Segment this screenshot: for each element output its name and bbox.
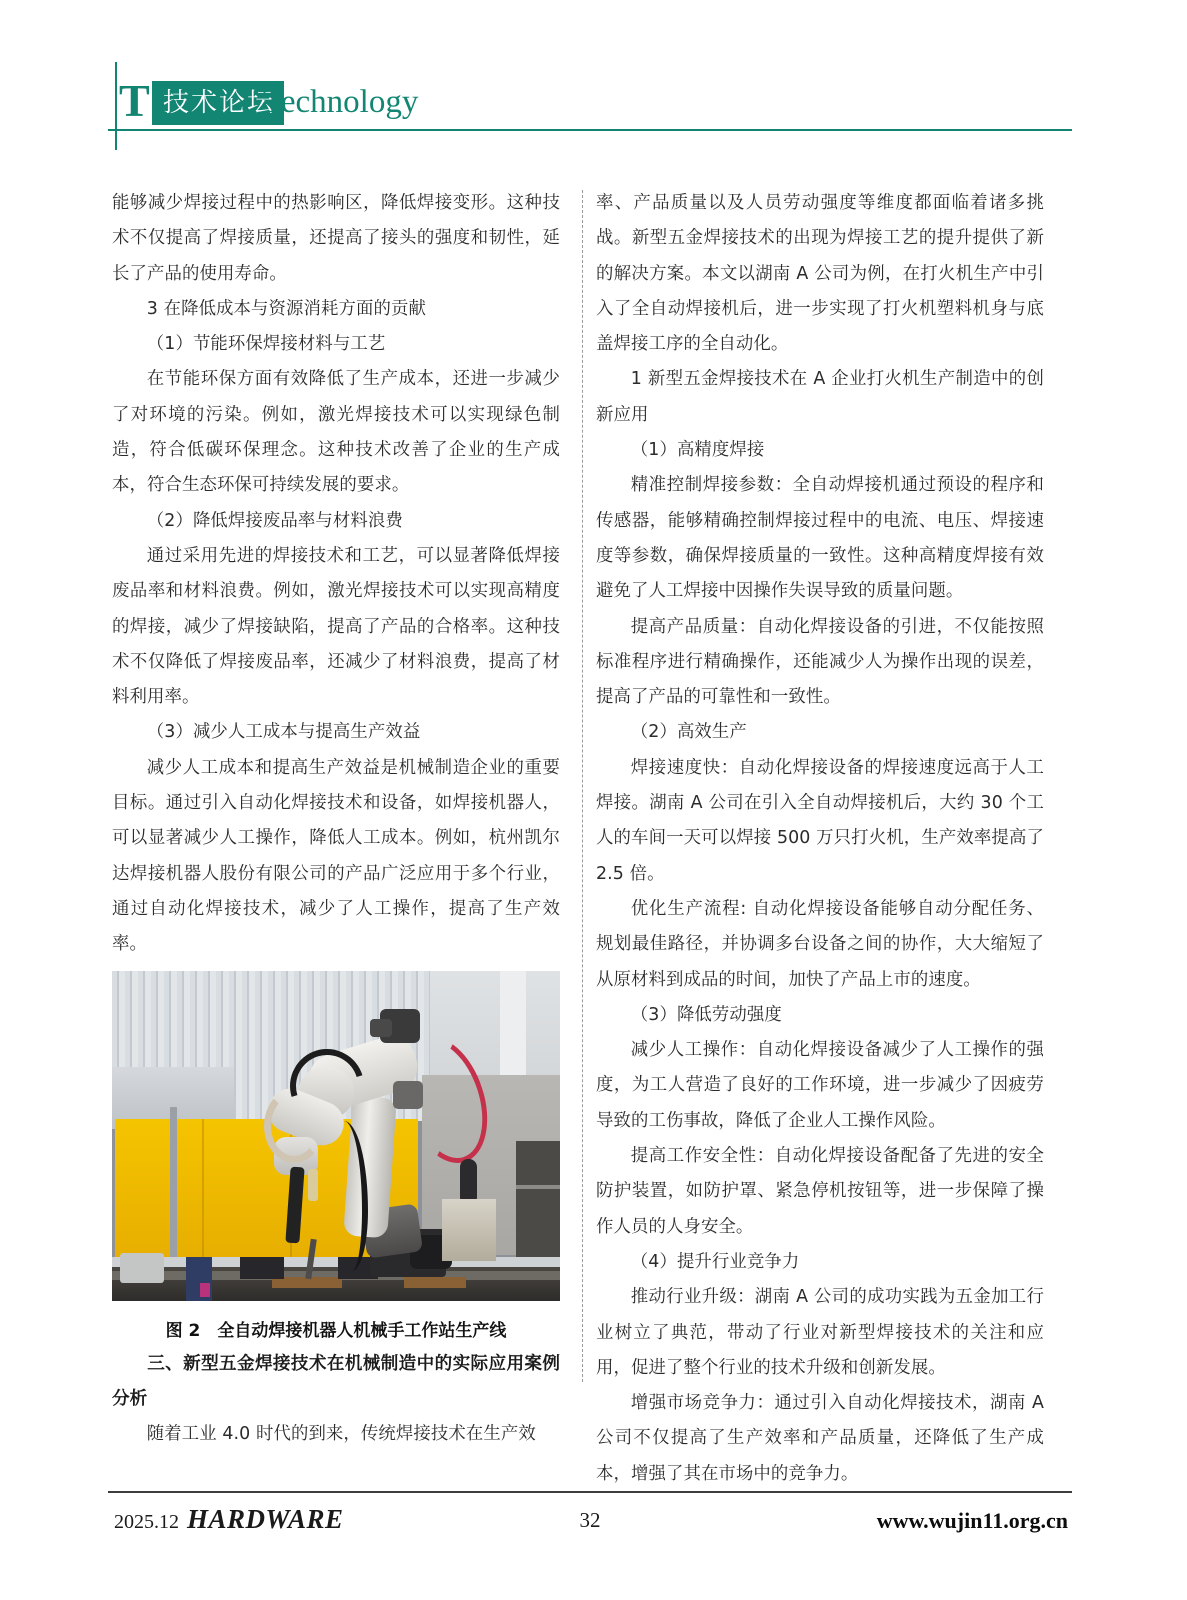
robot-head-secondary: [370, 1019, 392, 1037]
photo-bay-shelf: [516, 1185, 560, 1189]
paragraph: 增强市场竞争力：通过引入自动化焊接技术，湖南 A 公司不仅提高了生产效率和产品质量，还降低了生产成本，增强了其在市场中的竞争力。: [596, 1393, 1044, 1484]
paragraph: （2）高效生产: [630, 722, 747, 743]
paragraph: 优化生产流程: 自动化焊接设备能够自动分配任务、规划最佳路径，并协调多台设备之间的协作，大大缩短了从原材料到成品的时间，加快了产品上市的速度。: [596, 898, 1044, 990]
photo-bench-block: [240, 1257, 284, 1279]
paragraph: （2）降低焊接废品率与材料浪费: [146, 510, 403, 531]
photo-post: [170, 1107, 177, 1267]
footer-brand: HARDWARE: [187, 1504, 344, 1534]
paragraph: （4）提升行业竞争力: [630, 1251, 800, 1272]
photo-magenta-label: [200, 1283, 210, 1297]
robot-torch-collar: [308, 1169, 318, 1201]
paragraph: 减少人工成本和提高生产效益是机械制造企业的重要目标。通过引入自动化焊接技术和设备，如焊接机器人，可以显著减少人工操作，降低人工成本。例如，杭州凯尔达焊接机器人股份有限公司的产品广泛应用于多个行业，通过自动化焊接技术，减少了人工操作，提高了生产效率。: [112, 757, 560, 955]
article-columns: [0, 186, 1187, 1484]
paragraph: （3）减少人工成本与提高生产效益: [146, 722, 421, 743]
robot-wire-hose: [264, 1089, 324, 1163]
masthead-horizontal-rule: [108, 129, 1072, 131]
paragraph: （3）降低劳动强度: [630, 1004, 782, 1025]
page-footer: [108, 1500, 1072, 1550]
photo-panel-seam: [202, 1119, 204, 1261]
masthead-vertical-rule: [115, 62, 117, 150]
paragraph: 能够减少焊接过程中的热影响区，降低焊接变形。这种技术不仅提高了焊接质量，还提高了接头的强度和韧性，延长了产品的使用寿命。: [112, 193, 560, 284]
paragraph: 减少人工操作：自动化焊接设备减少了人工操作的强度，为工人营造了良好的工作环境，进一步减少了因疲劳导致的工伤事故，降低了企业人工操作风险。: [596, 1040, 1044, 1131]
masthead-letter-t: T: [119, 75, 150, 126]
footer-rule: [108, 1491, 1072, 1493]
paragraph: （1）节能环保焊接材料与工艺: [146, 334, 386, 355]
figure-caption: 图 2 全自动焊接机器人机械手工作站生产线: [165, 1320, 507, 1341]
left-column: [112, 186, 560, 1452]
masthead-english-label: Technology: [263, 84, 419, 120]
photo-metal-plate: [442, 1199, 496, 1261]
paragraph: 通过采用先进的焊接技术和工艺，可以显著降低焊接废品率和材料浪费。例如，激光焊接技术可以实现高精度的焊接，减少了焊接缺陷，提高了产品的合格率。这种技术不仅降低了焊接废品率，还减少了材料浪费，提高了材料利用率。: [112, 545, 560, 708]
paragraph: 随着工业 4.0 时代的到来，传统焊接技术在生产效: [146, 1424, 536, 1445]
figure-2: [112, 971, 560, 1347]
right-column: [596, 186, 1044, 1492]
photo-bench-fixture: [404, 1277, 466, 1288]
paragraph: 1 新型五金焊接技术在 A 企业打火机生产制造中的创新应用: [596, 369, 1044, 425]
paragraph: 提高产品质量：自动化焊接设备的引进，不仅能按照标准程序进行精确操作，还能减少人为操作出现的误差，提高了产品的可靠性和一致性。: [596, 616, 1044, 708]
column-divider: [582, 190, 583, 1382]
footer-website[interactable]: www.wujin11.org.cn: [876, 1508, 1068, 1533]
paragraph: 提高工作安全性：自动化焊接设备配备了先进的安全防护装置，如防护罩、紧急停机按钮等，进一步保障了操作人员的人身安全。: [596, 1146, 1044, 1237]
footer-page-number: 32: [579, 1508, 601, 1532]
paragraph: 3 在降低成本与资源消耗方面的贡献: [146, 298, 426, 319]
paragraph: 精准控制焊接参数：全自动焊接机通过预设的程序和传感器，能够精确控制焊接过程中的电流、电压、焊接速度等参数，确保焊接质量的一致性。这种高精度焊接有效避免了人工焊接中因操作失误导致的质量问题。: [596, 475, 1044, 602]
masthead-chinese-label: 技术论坛: [152, 81, 284, 125]
section-heading: 三、新型五金焊接技术在机械制造中的实际应用案例分析: [112, 1353, 560, 1409]
photo-pillar: [500, 971, 526, 1083]
photo-dark-bay: [516, 1141, 560, 1269]
welding-robot-workstation-photo: [112, 971, 560, 1301]
page-masthead: [0, 62, 1187, 152]
paragraph: 率、产品质量以及人员劳动强度等维度都面临着诸多挑战。新型五金焊接技术的出现为焊接工艺的提升提供了新的解决方案。本文以湖南 A 公司为例，在打火机生产中引入了全自动焊接机后，进一步实现了打火机塑料机身与底盖焊接工序的全自动化。: [596, 193, 1044, 355]
footer-issue: 2025.12: [114, 1511, 179, 1533]
paragraph: 焊接速度快：自动化焊接设备的焊接速度远高于人工焊接。湖南 A 公司在引入全自动焊接机后，大约 30 个工人的车间一天可以焊接 500 万只打火机，生产效率提高了 2.5 倍。: [596, 757, 1044, 884]
paragraph: （1）高精度焊接: [630, 440, 765, 461]
paragraph: 推动行业升级：湖南 A 公司的成功实践为五金加工行业树立了典范，带动了行业对新型焊接技术的关注和应用，促进了整个行业的技术升级和创新发展。: [596, 1287, 1044, 1378]
paragraph: 在节能环保方面有效降低了生产成本，还进一步减少了对环境的污染。例如，激光焊接技术可以实现绿色制造，符合低碳环保理念。这种技术改善了企业的生产成本，符合生态环保可持续发展的要求。: [112, 369, 560, 496]
photo-grey-container: [120, 1253, 164, 1283]
